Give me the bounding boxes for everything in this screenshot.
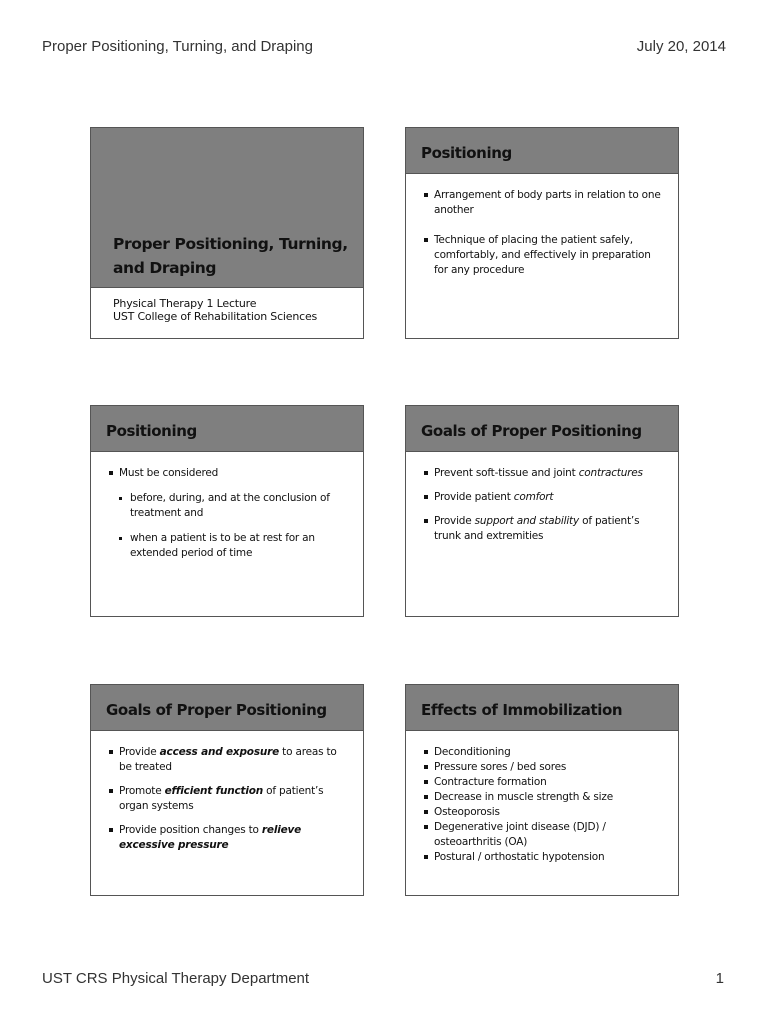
bullet-item bbox=[424, 490, 666, 505]
bullet-text: Provide bbox=[119, 746, 160, 758]
slide-body bbox=[91, 731, 363, 853]
bullet-text: Provide position changes to bbox=[119, 824, 262, 836]
slide-5-goals bbox=[90, 684, 364, 896]
bullet-text: Provide patient bbox=[434, 491, 514, 503]
slide-title-line-2: and Draping bbox=[113, 259, 217, 277]
bullet-emphasis: efficient function bbox=[164, 785, 264, 797]
slide-subtitle-line-1: Physical Therapy 1 Lecture bbox=[113, 297, 257, 310]
list-item: Deconditioning bbox=[424, 745, 666, 760]
bullet-item bbox=[109, 823, 351, 853]
slide-body bbox=[406, 452, 678, 544]
bullet-text: Provide bbox=[434, 515, 475, 527]
slide-title: Goals of Proper Positioning bbox=[406, 406, 678, 452]
bullet-emphasis: contractures bbox=[578, 467, 643, 479]
slide-4-goals bbox=[405, 405, 679, 617]
bullet-item: Technique of placing the patient safely, comfortably, and effectively in preparation for any procedure bbox=[424, 233, 666, 278]
slide-body bbox=[406, 731, 678, 865]
slide-title-line-1: Proper Positioning, Turning, bbox=[113, 235, 348, 253]
page-header-title: Proper Positioning, Turning, and Draping bbox=[42, 38, 313, 55]
bullet-emphasis: support and stability bbox=[474, 515, 579, 527]
slide-subtitle-line-2: UST College of Rehabilitation Sciences bbox=[113, 310, 318, 323]
bullet-item bbox=[424, 466, 666, 481]
bullet-item: Must be considered bbox=[109, 466, 351, 481]
slide-6-immobilization bbox=[405, 684, 679, 896]
slide-1-title bbox=[90, 127, 364, 339]
slide-title: Positioning bbox=[406, 128, 678, 174]
slide-title: Goals of Proper Positioning bbox=[91, 685, 363, 731]
bullet-item bbox=[109, 784, 351, 814]
slide-body bbox=[406, 174, 678, 278]
bullet-item: Arrangement of body parts in relation to one another bbox=[424, 188, 666, 218]
list-item: Contracture formation bbox=[424, 775, 666, 790]
bullet-item bbox=[109, 745, 351, 775]
sub-bullet-item: when a patient is to be at rest for an extended period of time bbox=[109, 531, 351, 561]
slide-title: Positioning bbox=[91, 406, 363, 452]
page-header-date: July 20, 2014 bbox=[636, 38, 726, 55]
slide-title: Effects of Immobilization bbox=[406, 685, 678, 731]
bullet-text: of patient’s organ systems bbox=[119, 785, 324, 812]
bullet-emphasis: relieve excessive pressure bbox=[119, 824, 302, 851]
bullet-item bbox=[424, 514, 666, 544]
slide-subtitle bbox=[91, 288, 363, 323]
list-item: Postural / orthostatic hypotension bbox=[424, 850, 666, 865]
list-item: Degenerative joint disease (DJD) / osteoarthritis (OA) bbox=[424, 820, 666, 850]
bullet-text: to areas to be treated bbox=[119, 746, 337, 773]
page-number: 1 bbox=[715, 970, 724, 987]
slide-title bbox=[91, 128, 363, 288]
bullet-emphasis: access and exposure bbox=[159, 746, 280, 758]
sub-bullet-item: before, during, and at the conclusion of treatment and bbox=[109, 491, 351, 521]
list-item: Pressure sores / bed sores bbox=[424, 760, 666, 775]
list-item: Osteoporosis bbox=[424, 805, 666, 820]
bullet-text: Prevent soft-tissue and joint bbox=[434, 467, 579, 479]
page-footer-org: UST CRS Physical Therapy Department bbox=[42, 970, 310, 987]
bullet-emphasis: comfort bbox=[513, 491, 554, 503]
list-item: Decrease in muscle strength & size bbox=[424, 790, 666, 805]
bullet-text: of patient’s trunk and extremities bbox=[434, 515, 640, 542]
slide-3-positioning bbox=[90, 405, 364, 617]
bullet-text: Promote bbox=[119, 785, 165, 797]
slide-2-positioning bbox=[405, 127, 679, 339]
slide-body bbox=[91, 452, 363, 561]
